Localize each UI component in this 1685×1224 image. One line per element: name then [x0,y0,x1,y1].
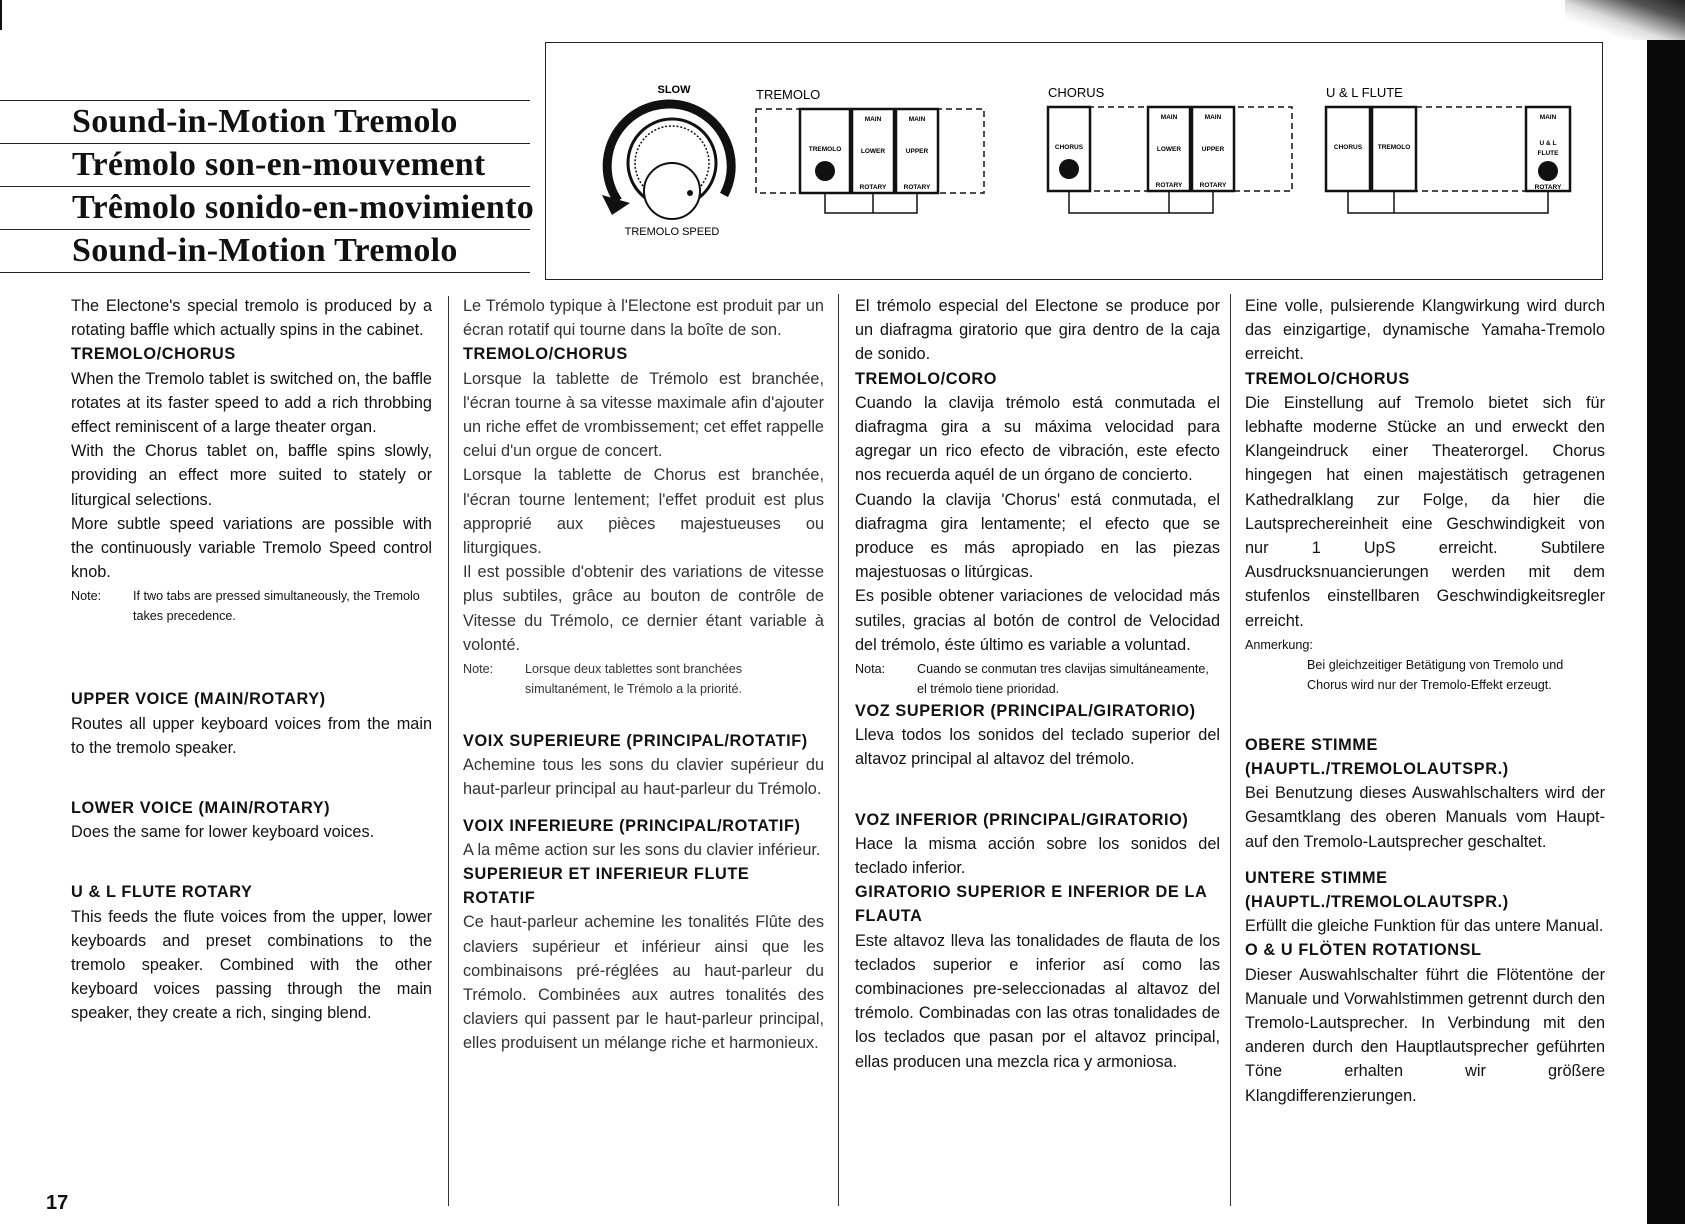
page-number: 17 [46,1192,69,1214]
chorus-tab-group [1048,85,1292,213]
note [463,659,824,699]
tab-flute-chorus: CHORUS [1333,144,1363,151]
tab-flute-rotary: ROTARY [1534,184,1562,191]
column-french [463,294,824,1056]
intro-text: Le Trémolo typique à l'Electone est produit par un écran rotatif qui tourne dans la boîte de son. [463,297,824,340]
heading-flute-rotary: GIRATORIO SUPERIOR E INFERIOR DE LA FLAUTA [855,883,1207,926]
column-spanish [855,294,1220,1074]
flute-rotary-text: Este altavoz lleva las tonalidades de flauta de los teclados superior e inferior así como las combinaciones pre-seleccionadas al altavoz del trémolo. Combinadas con las otras tonalidades de los teclados que pasan por el altavoz principal, ellas producen una mezcla rica y armoniosa. [855,931,1220,1071]
heading-lower-voice: UNTERE STIMME (HAUPTL./TREMOLOLAUTSPR.) [1245,868,1509,912]
tab-chorus-upper-label: UPPER [1201,146,1225,153]
flute-tab-group [1326,85,1570,213]
tremolo-paragraph-1: Cuando la clavija trémolo está conmutada el diafragma gira a su máxima velocidad para agregar un rico efecto de vibración, este efecto nos recuerda aquél de un órgano de concierto. [855,393,1220,485]
flute-rotary-text: This feeds the flute voices from the upper, lower keyboards and preset combinations to the tremolo speaker. Combined with the other keyboard voices passing through the main speaker, they create a rich, singing blend. [71,907,432,1023]
tab-chorus-lower-label: LOWER [1156,146,1182,153]
heading-upper-voice: UPPER VOICE (MAIN/ROTARY) [71,690,326,709]
heading-tremolo-chorus: TREMOLO/CHORUS [463,345,628,364]
flute-rotary-text: Ce haut-parleur achemine les tonalités Flûte des claviers supérieur et inférieur ainsi que les combinaisons pré-réglées au haut-parleur du Trémolo. Combinées aux autres tonalités des claviers qui passent par le haut-parleur principal, elles produisent un mélange riche et harmonieux. [463,913,824,1053]
title-german: Sound-in-Motion Tremolo [72,232,458,269]
tremolo-paragraph-1: When the Tremolo tablet is switched on, the baffle rotates at its faster speed to add a rich throbbing effect reminiscent of a large theater organ. [71,369,432,437]
tab-upper-rotary: ROTARY [903,184,931,191]
intro-text: El trémolo especial del Electone se produce por un diafragma giratorio que gira dentro de la caja de sonido. [855,297,1220,364]
title-spanish: Trêmolo sonido-en-movimiento [72,189,535,226]
note [71,586,432,626]
tab-chorus-upper-rotary: ROTARY [1199,182,1227,189]
tremolo-tab-group [756,87,984,213]
tab-flute-ul: U & L [1539,140,1557,147]
note-label: Anmerkung: [1245,637,1313,652]
heading-upper-voice: VOZ SUPERIOR (PRINCIPAL/GIRATORIO) [855,702,1196,721]
tab-upper-main: MAIN [908,116,926,123]
column-divider-2 [838,294,839,1206]
note-text: Cuando se conmutan tres clavijas simultáneamente, el trémolo tiene prioridad. [917,662,1209,697]
tab-chorus-lower-main: MAIN [1160,114,1178,121]
title-row-spanish [0,186,535,229]
tab-tremolo-indicator [815,161,835,181]
note-text: Bei gleichzeitiger Betätigung von Tremolo und Chorus wird nur der Tremolo-Effekt erzeugt. [1307,657,1564,692]
knob-label-slow: SLOW [657,84,691,96]
heading-tremolo-chorus: TREMOLO/CHORUS [1245,369,1410,388]
intro-text: The Electone's special tremolo is produced by a rotating baffle which actually spins in the cabinet. [71,297,432,340]
note-label: Nota: [855,662,886,677]
tab-tremolo: TREMOLO [808,146,842,153]
note [1245,635,1605,695]
flute-rotary-text: Dieser Auswahlschalter führt die Flötentöne der Manuale und Vorwahlstimmen getrennt durch den Tremolo-Lautsprecher. In Verbindung mit den anderen durch den Hauptlautsprecher geführten Töne erhalten wir größere Klangdifferenzierungen. [1245,965,1605,1105]
tremolo-paragraph-2: Lorsque la tablette de Chorus est branchée, l'écran tourne lentement; l'effet produit est plus approprié aux pièces majestueuses ou liturgiques. [463,466,824,558]
tab-chorus: CHORUS [1054,144,1084,151]
scan-edge-mark [0,0,2,30]
tremolo-paragraph-2: With the Chorus tablet on, baffle spins slowly, providing an effect more suited to stately or liturgical selections. [71,442,432,509]
scan-corner-shadow [1565,0,1685,40]
column-divider-3 [1230,294,1231,1206]
heading-flute-rotary: U & L FLUTE ROTARY [71,883,253,902]
upper-voice-text: Achemine tous les sons du clavier supérieur du haut-parleur principal au haut-parleur du Trémolo. [463,756,824,799]
title-block [0,100,535,273]
column-divider-1 [448,296,449,1206]
knob-indicator [687,190,693,196]
heading-upper-voice: OBERE STIMME (HAUPTL./TREMOLOLAUTSPR.) [1245,735,1509,779]
heading-upper-voice: VOIX SUPERIEURE (PRINCIPAL/ROTATIF) [463,732,808,751]
title-row-french [0,143,530,186]
tab-flute-indicator [1538,161,1558,181]
tremolo-paragraph-3: Il est possible d'obtenir des variations de vitesse plus subtiles, grâce au bouton de contrôle de Vitesse du Trémolo, ce dernier étant variable à volonté. [463,563,824,654]
tab-lower-main: MAIN [864,116,882,123]
note-text: If two tabs are pressed simultaneously, the Tremolo takes precedence. [133,589,420,624]
tremolo-paragraph-3: More subtle speed variations are possible with the continuously variable Tremolo Speed control knob. [71,514,432,582]
note-text: Lorsque deux tablettes sont branchées simultanément, le Trémolo a la priorité. [525,662,743,697]
title-row-english [0,100,530,143]
title-row-german [0,229,530,273]
intro-text: Eine volle, pulsierende Klangwirkung wird durch das einzigartige, dynamische Yamaha-Tremolo erreicht. [1245,297,1605,364]
knob-label-tremolo-speed: TREMOLO SPEED [624,226,720,238]
upper-voice-text: Bei Benutzung dieses Auswahlschalters wird der Gesamtklang des oberen Manuals vom Haupt- auf den Tremolo-Lautsprecher geschaltet. [1245,784,1605,851]
lower-voice-text: Does the same for lower keyboard voices. [71,823,375,842]
tab-chorus-indicator [1059,159,1079,179]
upper-voice-text: Routes all upper keyboard voices from the main to the tremolo speaker. [71,714,432,757]
column-german [1245,294,1605,1108]
heading-tremolo-chorus: TREMOLO/CHORUS [71,345,236,364]
heading-lower-voice: LOWER VOICE (MAIN/ROTARY) [71,799,331,818]
column-english [71,294,432,1026]
lower-voice-text: Hace la misma acción sobre los sonidos del teclado inferior. [855,834,1220,878]
heading-tremolo-coro: TREMOLO/CORO [855,369,997,388]
note-label: Note: [463,662,494,677]
tab-flute-label: FLUTE [1537,150,1559,157]
heading-lower-voice: VOZ INFERIOR (PRINCIPAL/GIRATORIO) [855,810,1189,829]
tab-lower-rotary: ROTARY [859,184,887,191]
group-title-tremolo: TREMOLO [756,87,821,102]
control-panel-diagram [545,42,1603,280]
tremolo-paragraph-1: Lorsque la tablette de Trémolo est branchée, l'écran tourne à sa vitesse maximale afin d'ajouter un riche effet de vrombissement; cet effet rappelle celui d'un orgue de concert. [463,369,824,461]
diagram-svg [546,43,1602,279]
group-title-flute: U & L FLUTE [1326,85,1403,100]
title-english: Sound-in-Motion Tremolo [72,103,458,140]
group-title-chorus: CHORUS [1048,85,1105,100]
tab-chorus-upper-main: MAIN [1204,114,1222,121]
tremolo-paragraph-2: Cuando la clavija 'Chorus' está conmutada, el diafragma gira lentamente; el efecto que se produce es más apropiado en las piezas majestuosas o litúrgicas. [855,490,1220,582]
tab-lower-label: LOWER [860,148,886,155]
heading-lower-voice: VOIX INFERIEURE (PRINCIPAL/ROTATIF) [463,816,801,835]
tab-flute-main: MAIN [1539,114,1557,121]
tremolo-speed-knob [602,84,731,238]
tremolo-paragraph-3: Es posible obtener variaciones de velocidad más sutiles, gracias al botón de control de Velocidad del trémolo, éste último es variable a voluntad. [855,587,1220,654]
lower-voice-text: A la même action sur les sons du clavier inférieur. [463,840,821,859]
note [855,659,1220,699]
tremolo-paragraph-1: Die Einstellung auf Tremolo bietet sich für lebhafte moderne Stücke an und erweckt den Klangeindruck einer Theaterorgel. Chorus hingegen hat einen majestätisch getragenen Kathedralklang zur Folge, da hier die Lautsprechereinheit eine Geschwindigkeit von nur 1 UpS erreicht. Subtilere Ausdrucksnuancierungen werden mit dem stufenlos einstellbaren Geschwindigkeitsregler erreicht. [1245,393,1605,630]
tab-upper-label: UPPER [905,148,929,155]
title-french: Trémolo son-en-mouvement [72,146,486,183]
heading-flute-rotary: O & U FLÖTEN ROTATIONSL [1245,941,1482,960]
note-label: Note: [71,589,102,604]
tab-flute-tremolo: TREMOLO [1377,144,1411,151]
heading-flute-rotary: SUPERIEUR ET INFERIEUR FLUTE ROTATIF [463,865,750,908]
tab-chorus-lower-rotary: ROTARY [1155,182,1183,189]
upper-voice-text: Lleva todos los sonidos del teclado superior del altavoz principal al altavoz del trémolo. [855,726,1220,769]
lower-voice-text: Erfüllt die gleiche Funktion für das untere Manual. [1245,917,1604,936]
scan-right-border [1647,40,1685,1224]
